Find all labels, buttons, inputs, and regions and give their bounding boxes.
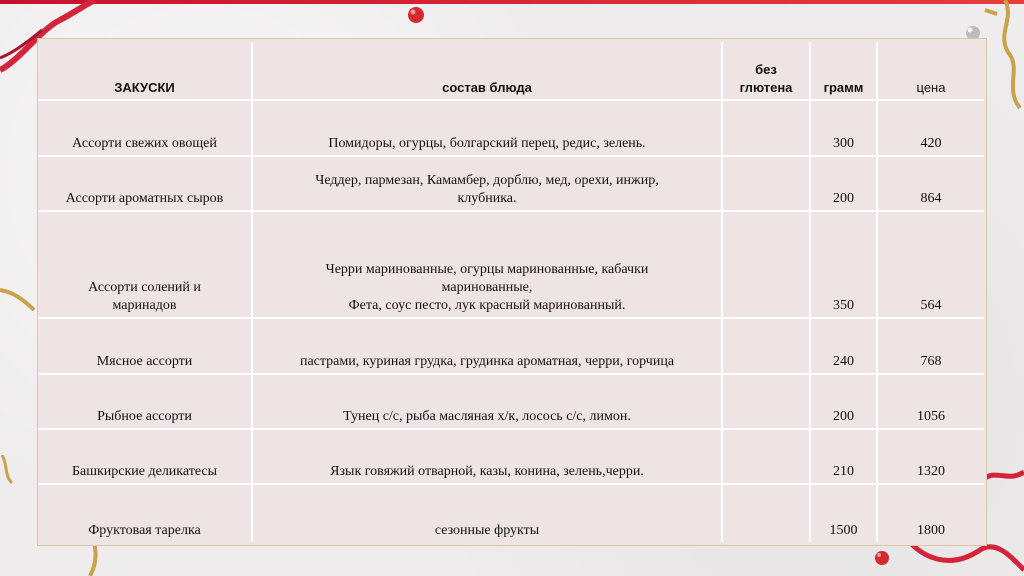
dish-price: 1320 [877, 429, 984, 484]
table-row [38, 484, 984, 542]
dish-grams: 240 [810, 318, 877, 373]
dish-gluten-free [722, 156, 810, 211]
dish-composition: Язык говяжий отварной, казы, конина, зелень,черри. [252, 429, 722, 484]
dish-grams: 300 [810, 100, 877, 155]
dish-price: 864 [877, 156, 984, 211]
red-ball-icon [405, 4, 427, 26]
dish-gluten-free [722, 100, 810, 155]
dish-name: Башкирские деликатесы [38, 429, 252, 484]
top-accent-bar [0, 0, 1024, 4]
dish-name: Ассорти ароматных сыров [38, 156, 252, 211]
dish-name: Фруктовая тарелка [38, 484, 252, 542]
dish-name: Рыбное ассорти [38, 374, 252, 429]
dish-composition: Тунец с/с, рыба масляная х/к, лосось с/с, лимон. [252, 374, 722, 429]
dish-name: Ассорти солений и маринадов [38, 211, 252, 318]
dish-grams: 350 [810, 211, 877, 318]
dish-gluten-free [722, 429, 810, 484]
header-price: цена [877, 42, 984, 100]
header-gluten-free: без глютена [722, 42, 810, 100]
dish-grams: 200 [810, 156, 877, 211]
table-row [38, 429, 984, 484]
dish-name: Мясное ассорти [38, 318, 252, 373]
header-name: ЗАКУСКИ [38, 42, 252, 100]
dish-composition: Черри маринованные, огурцы маринованные, кабачки маринованные, Фета, соус песто, лук красный маринованный. [252, 211, 722, 318]
table-header-row [38, 42, 984, 100]
dish-price: 1056 [877, 374, 984, 429]
dish-gluten-free [722, 374, 810, 429]
table-row [38, 211, 984, 318]
table-row [38, 318, 984, 373]
dish-grams: 200 [810, 374, 877, 429]
dish-composition: Чеддер, пармезан, Камамбер, дорблю, мед, орехи, инжир, клубника. [252, 156, 722, 211]
dish-composition: сезонные фрукты [252, 484, 722, 542]
dish-grams: 210 [810, 429, 877, 484]
table-row [38, 156, 984, 211]
red-ribbon-icon [985, 460, 1024, 490]
dish-grams: 1500 [810, 484, 877, 542]
table-row [38, 100, 984, 155]
dish-gluten-free [722, 211, 810, 318]
gold-ribbon-icon [0, 455, 20, 485]
header-composition: состав блюда [252, 42, 722, 100]
dish-composition: Помидоры, огурцы, болгарский перец, редис, зелень. [252, 100, 722, 155]
dish-price: 1800 [877, 484, 984, 542]
header-grams: грамм [810, 42, 877, 100]
dish-gluten-free [722, 318, 810, 373]
dish-price: 420 [877, 100, 984, 155]
dish-composition: пастрами, куриная грудка, грудинка ароматная, черри, горчица [252, 318, 722, 373]
dish-price: 564 [877, 211, 984, 318]
gold-ribbon-icon [0, 280, 40, 320]
dish-price: 768 [877, 318, 984, 373]
dish-name: Ассорти свежих овощей [38, 100, 252, 155]
dish-gluten-free [722, 484, 810, 542]
menu-table [38, 42, 984, 542]
table-row [38, 374, 984, 429]
